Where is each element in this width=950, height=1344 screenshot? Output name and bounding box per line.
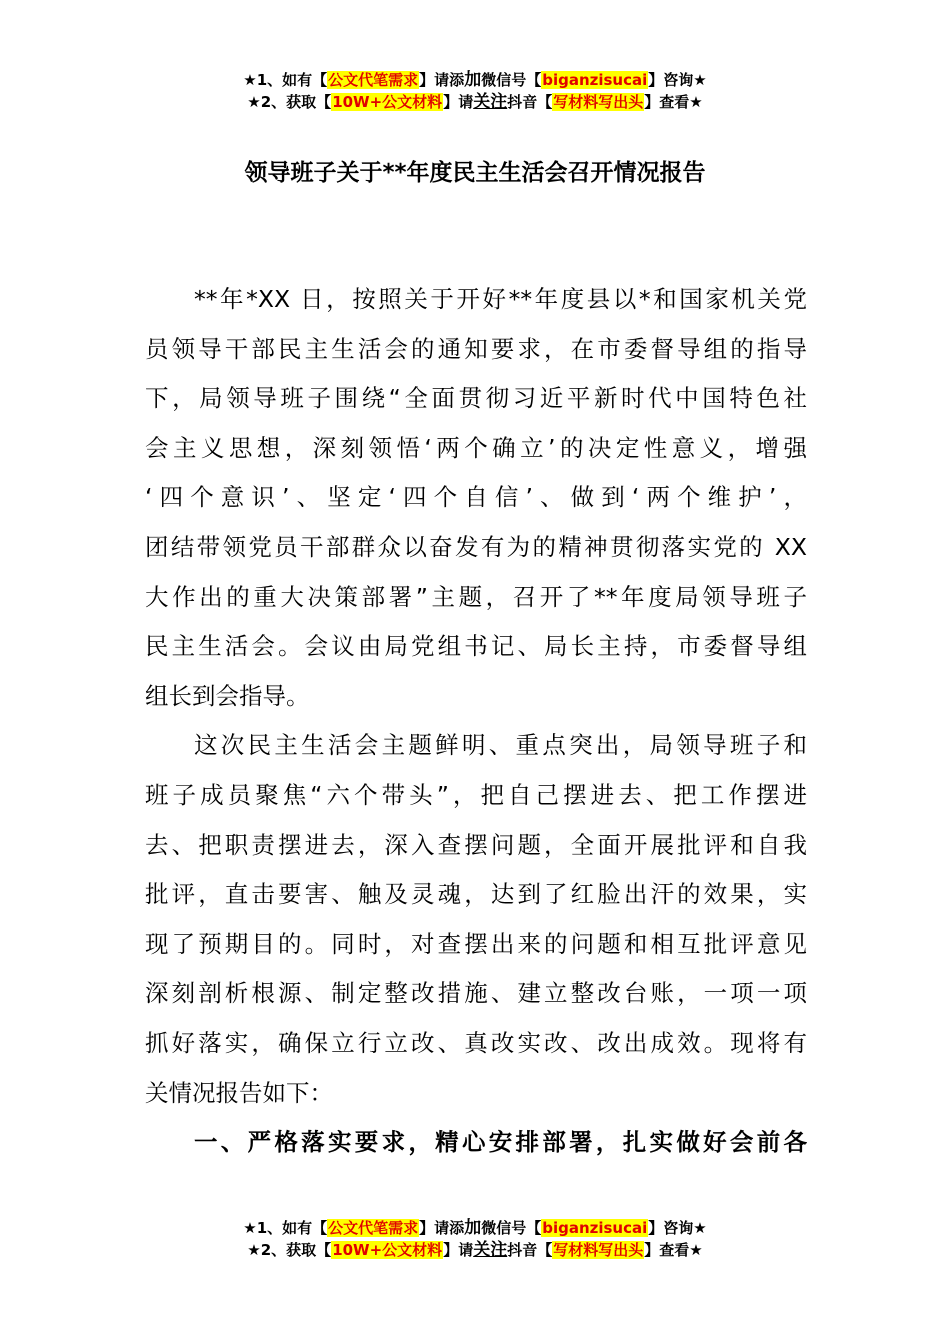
paragraph-line: ‘四个意识’、坚定‘四个自信’、做到‘两个维护’， bbox=[145, 483, 807, 512]
document-body bbox=[145, 275, 807, 1168]
banner-douyin-id: 写材料写出头 bbox=[553, 1241, 644, 1259]
banner-emphasis: 关注 bbox=[473, 92, 508, 112]
paragraph-line: 去、把职责摆进去，深入查摆问题，全面开展批评和自我 bbox=[145, 830, 807, 859]
banner-text: 抖音【 bbox=[507, 1241, 553, 1259]
banner-text: ★1、如有【 bbox=[243, 1219, 328, 1237]
paragraph-line: 大作出的重大决策部署”主题，召开了**年度局领导班子 bbox=[145, 582, 807, 611]
banner-text: 】请 bbox=[443, 93, 474, 111]
banner-line-1 bbox=[0, 69, 950, 91]
banner-text: ★1、如有【 bbox=[243, 71, 328, 89]
banner-highlight: 10W+公文材料 bbox=[332, 1241, 443, 1259]
paragraph-line: 班子成员聚焦“六个带头”，把自己摆进去、把工作摆进 bbox=[145, 780, 807, 809]
banner-text: 抖音【 bbox=[507, 93, 553, 111]
banner-text: 微信号【 bbox=[481, 71, 542, 89]
paragraph-line: 抓好落实，确保立行立改、真改实改、改出成效。现将有 bbox=[145, 1028, 807, 1057]
banner-line-2 bbox=[0, 1239, 950, 1261]
document-title: 领导班子关于**年度民主生活会召开情况报告 bbox=[244, 160, 706, 186]
banner-highlight: 10W+公文材料 bbox=[332, 93, 443, 111]
paragraph-line: **年*XX 日，按照关于开好**年度县以*和国家机关党 bbox=[194, 285, 807, 313]
banner-wechat-id: biganzisucai bbox=[542, 1219, 648, 1237]
banner-emphasis: 关注 bbox=[473, 1240, 508, 1260]
paragraph-line: 批评，直击要害、触及灵魂，达到了红脸出汗的效果，实 bbox=[145, 880, 807, 909]
bottom-banner bbox=[0, 1217, 950, 1261]
banner-text: 】请 bbox=[443, 1241, 474, 1259]
banner-text: ★2、获取【 bbox=[247, 93, 332, 111]
paragraph-line: 这次民主生活会主题鲜明、重点突出，局领导班子和 bbox=[194, 731, 807, 760]
paragraph-line: 员领导干部民主生活会的通知要求，在市委督导组的指导 bbox=[145, 334, 807, 363]
banner-text: 】请添 bbox=[419, 71, 465, 89]
banner-text: 】请添 bbox=[419, 1219, 465, 1237]
paragraph-line: 深刻剖析根源、制定整改措施、建立整改台账，一项一项 bbox=[145, 979, 807, 1008]
banner-text: 】查看★ bbox=[644, 93, 703, 111]
banner-emphasis: 加 bbox=[464, 1218, 482, 1238]
banner-highlight: 公文代笔需求 bbox=[328, 71, 419, 89]
top-banner bbox=[0, 69, 950, 113]
banner-emphasis: 加 bbox=[464, 70, 482, 90]
banner-douyin-id: 写材料写出头 bbox=[553, 93, 644, 111]
paragraph-line: 团结带领党员干部群众以奋发有为的精神贯彻落实党的 XX bbox=[145, 532, 807, 561]
banner-text: 微信号【 bbox=[481, 1219, 542, 1237]
banner-text: ★2、获取【 bbox=[247, 1241, 332, 1259]
paragraph-line: 会主义思想，深刻领悟‘两个确立’的决定性意义，增强 bbox=[145, 433, 807, 462]
banner-line-1 bbox=[0, 1217, 950, 1239]
banner-text: 】咨询★ bbox=[648, 1219, 707, 1237]
banner-text: 】咨询★ bbox=[648, 71, 707, 89]
paragraph-line: 下，局领导班子围绕“全面贯彻习近平新时代中国特色社 bbox=[145, 384, 807, 413]
paragraph-line: 组长到会指导。 bbox=[145, 681, 310, 710]
banner-text: 】查看★ bbox=[644, 1241, 703, 1259]
banner-highlight: 公文代笔需求 bbox=[328, 1219, 419, 1237]
paragraph-line: 关情况报告如下： bbox=[145, 1078, 333, 1107]
paragraph-line: 民主生活会。会议由局党组书记、局长主持，市委督导组 bbox=[145, 632, 807, 661]
banner-wechat-id: biganzisucai bbox=[542, 71, 648, 89]
banner-line-2 bbox=[0, 91, 950, 113]
section-heading: 一、严格落实要求，精心安排部署，扎实做好会前各 bbox=[194, 1128, 807, 1157]
paragraph-line: 现了预期目的。同时，对查摆出来的问题和相互批评意见 bbox=[145, 929, 807, 958]
